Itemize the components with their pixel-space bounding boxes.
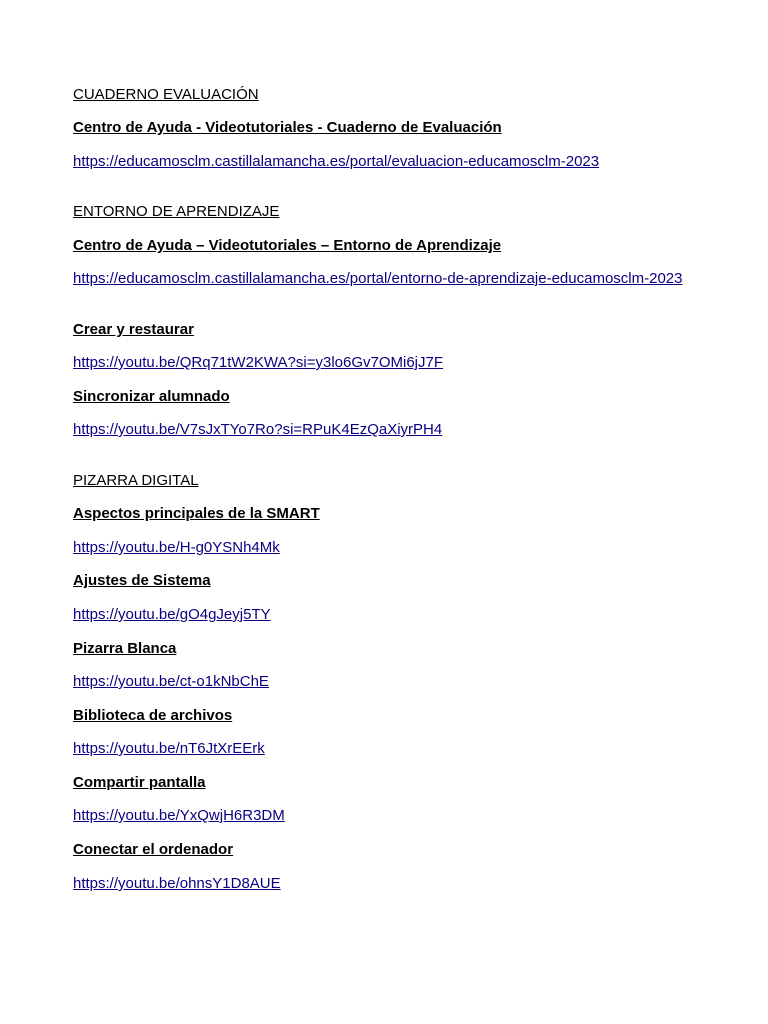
item-link[interactable]: https://educamosclm.castillalamancha.es/portal/evaluacion-educamosclm-2023	[73, 153, 600, 170]
section-title-pizarra: PIZARRA DIGITAL	[73, 472, 199, 489]
section-title-entorno: ENTORNO DE APRENDIZAJE	[73, 203, 280, 220]
item-link[interactable]: https://youtu.be/YxQwjH6R3DM	[73, 807, 285, 824]
item-link[interactable]: https://youtu.be/QRq71tW2KWA?si=y3lo6Gv7OMi6jJ7F	[73, 354, 444, 371]
item-title: Centro de Ayuda – Videotutoriales – Entorno de Aprendizaje	[73, 237, 502, 254]
item-title: Pizarra Blanca	[73, 640, 177, 657]
item-link[interactable]: https://youtu.be/gO4gJeyj5TY	[73, 606, 271, 623]
item-link[interactable]: https://youtu.be/V7sJxTYo7Ro?si=RPuK4EzQaXiyrPH4	[73, 421, 443, 438]
item-title: Crear y restaurar	[73, 321, 194, 338]
item-link[interactable]: https://youtu.be/H-g0YSNh4Mk	[73, 539, 280, 556]
item-link[interactable]: https://youtu.be/ct-o1kNbChE	[73, 673, 269, 690]
item-title: Sincronizar alumnado	[73, 388, 230, 405]
item-title: Conectar el ordenador	[73, 841, 234, 858]
item-link[interactable]: https://youtu.be/nT6JtXrEErk	[73, 740, 265, 757]
item-title: Centro de Ayuda - Videotutoriales - Cuaderno de Evaluación	[73, 119, 502, 136]
item-title: Biblioteca de archivos	[73, 707, 233, 724]
section-title-cuaderno: CUADERNO EVALUACIÓN	[73, 86, 259, 103]
item-title: Aspectos principales de la SMART	[73, 505, 320, 522]
item-link[interactable]: https://educamosclm.castillalamancha.es/portal/entorno-de-aprendizaje-educamosclm-2023	[73, 270, 683, 287]
item-title: Ajustes de Sistema	[73, 572, 211, 589]
item-link[interactable]: https://youtu.be/ohnsY1D8AUE	[73, 875, 281, 892]
item-title: Compartir pantalla	[73, 774, 206, 791]
